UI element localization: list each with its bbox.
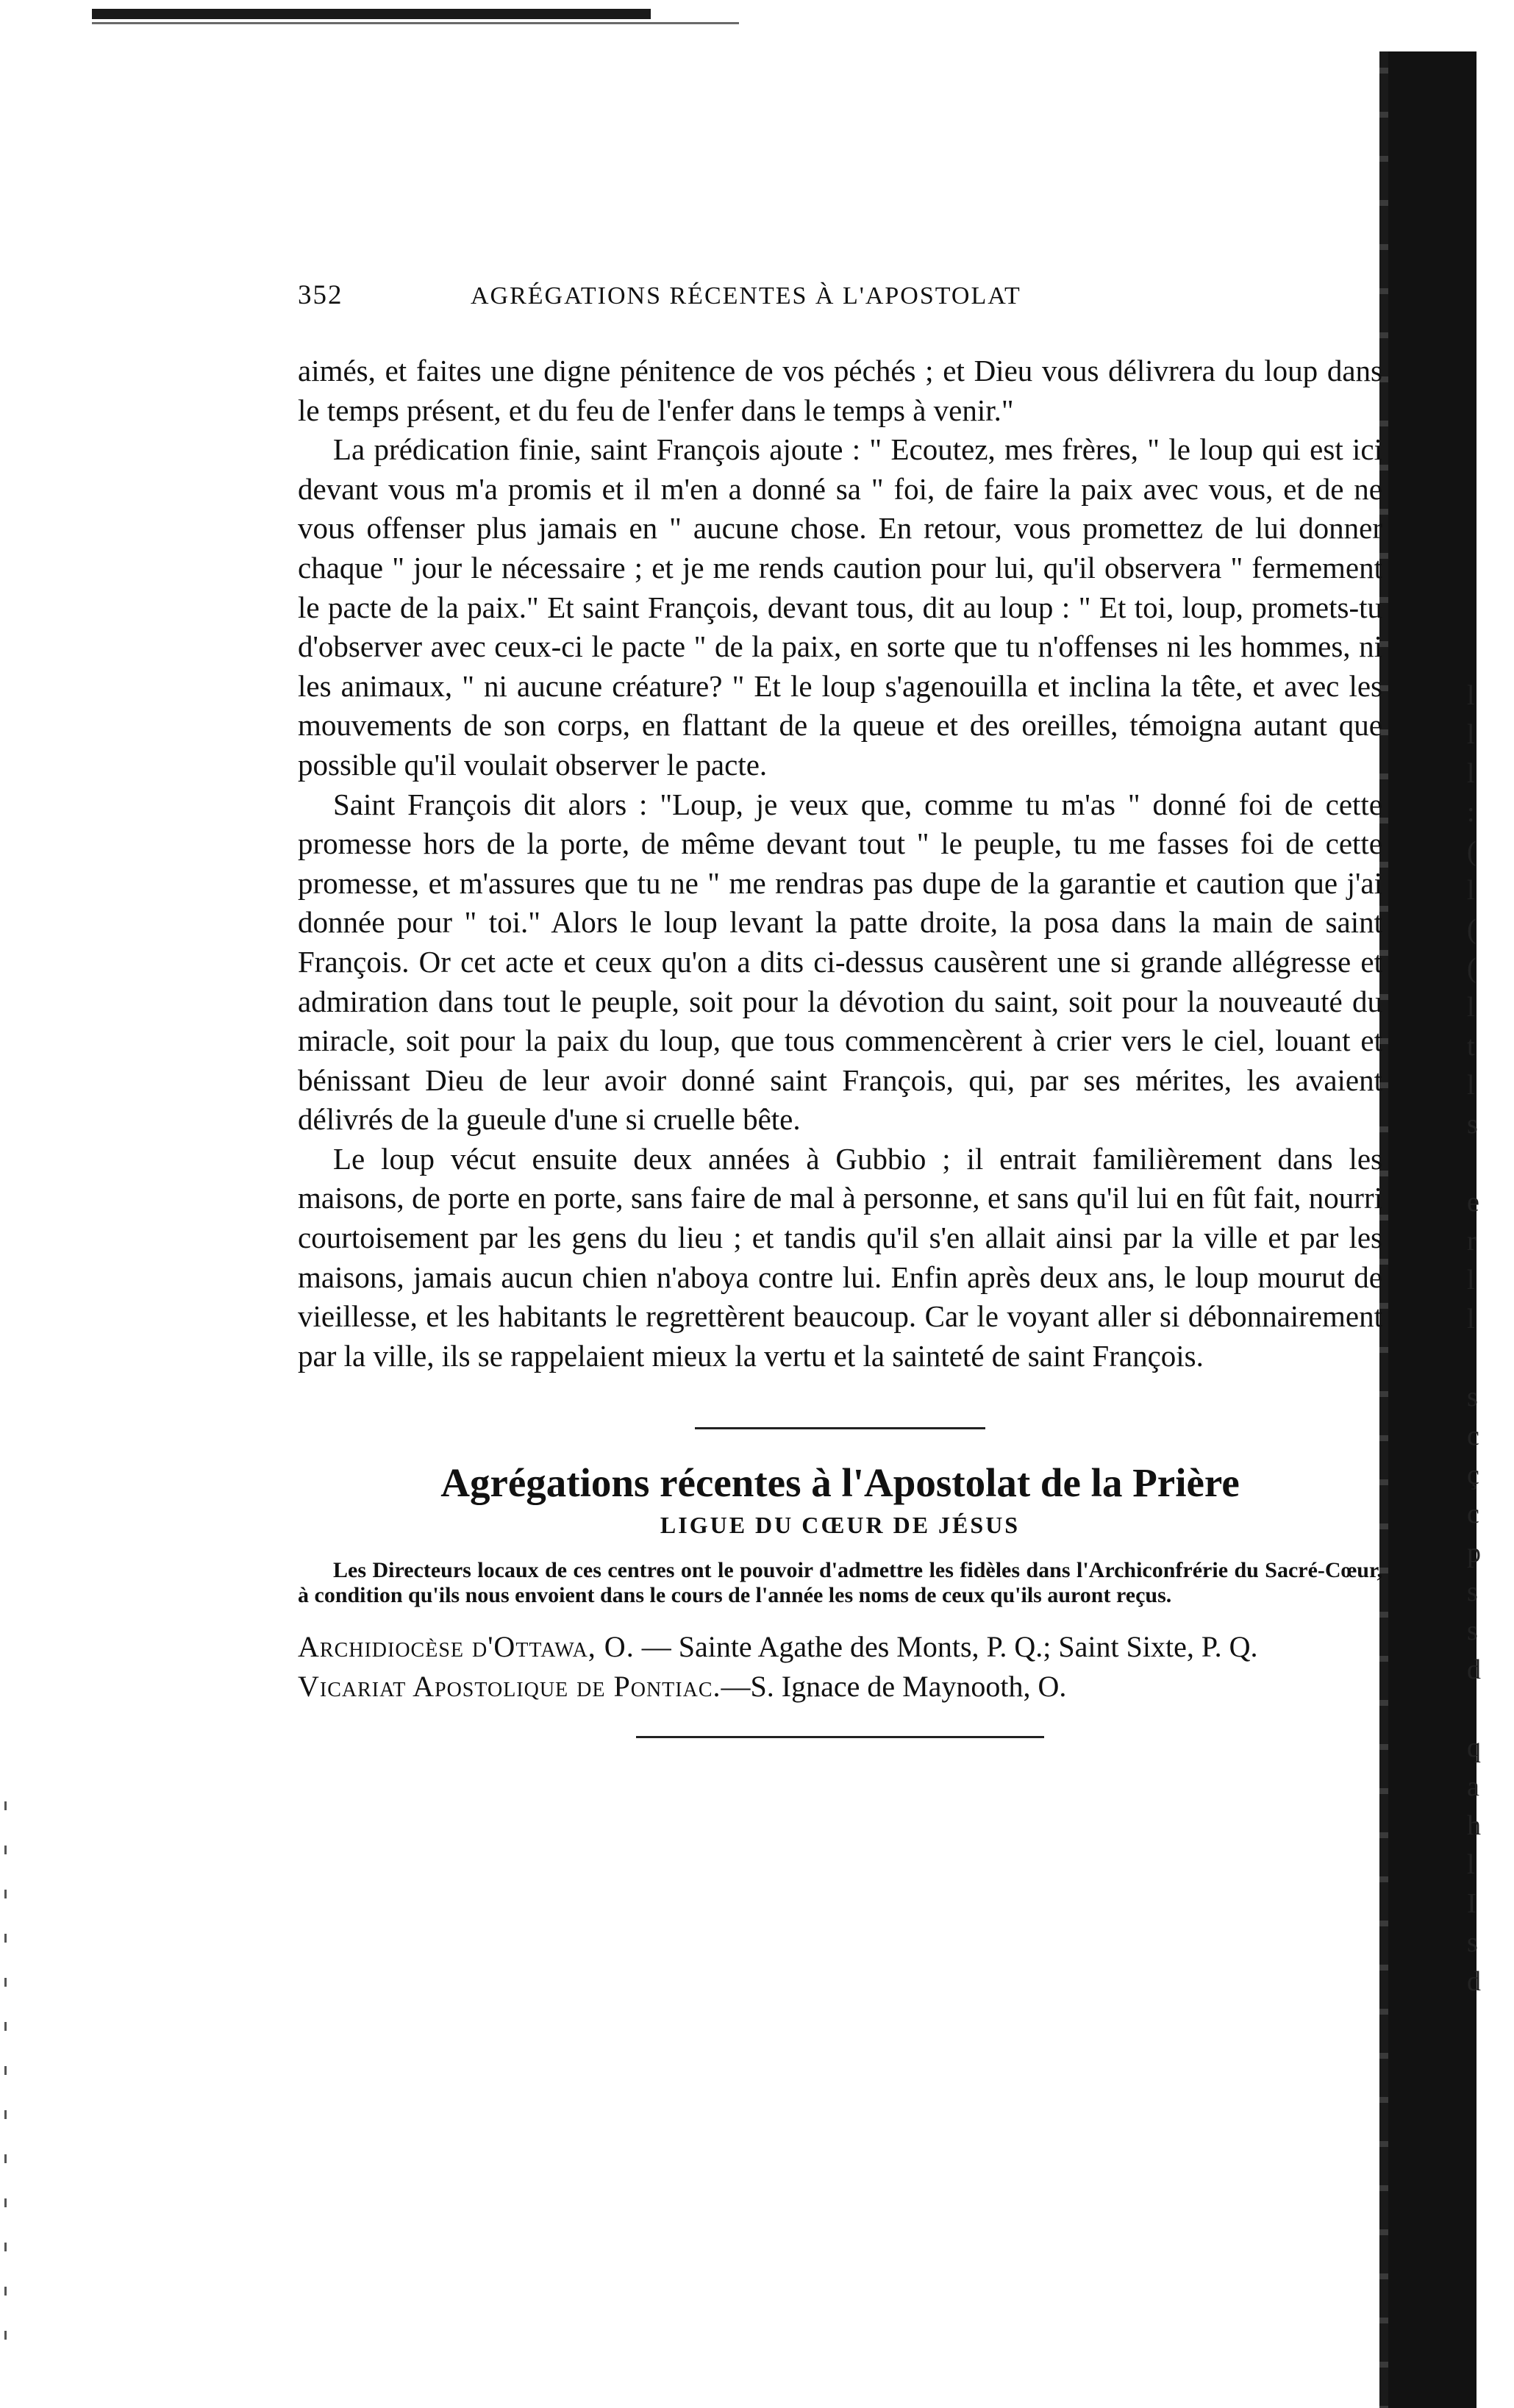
margin-letter: e: [1467, 1187, 1479, 1218]
margin-letter: :: [1467, 797, 1475, 828]
margin-letter: [1467, 1144, 1511, 1183]
margin-letter: l: [1467, 680, 1475, 711]
margin-letter: (: [1467, 914, 1476, 945]
paragraph: aimés, et faites une digne pénitence de vos péchés ; et Dieu vous délivrera du loup dans le temps présent, et du feu de l'enfer dans le temps à venir.": [298, 354, 1382, 427]
margin-letter: d: [1467, 1966, 1481, 1997]
margin-letter: ç: [1467, 1460, 1479, 1490]
page-header: [298, 279, 1382, 324]
directors-notice: Les Directeurs locaux de ces centres ont le pouvoir d'admettre les fidèles dans l'Archiconfrérie du Sacré-Cœur, à condition qu'ils nous envoient dans le cours de l'année les noms de ceux qu'ils auront reçus.: [298, 1558, 1382, 1608]
margin-letter: (: [1467, 836, 1476, 867]
margin-letter: a: [1467, 1771, 1479, 1802]
margin-letter: p: [1467, 1537, 1481, 1568]
margin-letter: [1467, 1339, 1511, 1378]
body-text: [298, 351, 1382, 1376]
margin-letter: l: [1467, 875, 1475, 906]
entry-text: —S. Ignace de Maynooth, O.: [721, 1670, 1067, 1704]
margin-letter: s: [1467, 1382, 1478, 1412]
margin-letter: q: [1467, 1732, 1481, 1763]
scan-top-bar: [92, 9, 651, 19]
book-page: [298, 279, 1382, 1738]
margin-letter: l: [1467, 992, 1475, 1023]
margin-letter: l: [1467, 758, 1475, 789]
scan-left-specks: [1, 1801, 16, 2390]
margin-letter: l: [1467, 719, 1475, 750]
margin-letter: s: [1467, 1615, 1478, 1646]
entry-text: — Sainte Agathe des Monts, P. Q.; Saint Sixte, P. Q.: [634, 1630, 1258, 1664]
margin-letter: l: [1467, 1265, 1475, 1296]
margin-letter: I: [1467, 1888, 1476, 1919]
margin-letter: s: [1467, 1927, 1478, 1958]
section-title: Agrégations récentes à l'Apostolat de la Prière: [440, 1460, 1240, 1506]
paragraph: Le loup vécut ensuite deux années à Gubbio ; il entrait familièrement dans les maisons, de porte en porte, sans faire de mal à personne, et sans qu'il lui en fût fait, nourri courtoisement par les gens du lieu ; et tandis qu'il s'en allait ainsi par la ville et par les maisons, jamais aucun chien n'aboya contre lui. Enfin après deux ans, le loup mourut de vieillesse, et les habitants le regrettèrent beaucoup. Car le voyant aller si débonnairement par la ville, ils se rappelaient mieux la vertu et la sainteté de saint François.: [298, 1141, 1382, 1373]
margin-letter: c: [1467, 1498, 1479, 1529]
margin-letter: l: [1467, 1849, 1475, 1880]
margin-letter: c: [1467, 1421, 1479, 1451]
margin-letter: l: [1467, 1070, 1475, 1101]
page-number: 352: [298, 280, 343, 310]
book-gutter-shadow: [1388, 51, 1476, 2408]
paragraph: Saint François dit alors : "Loup, je veux que, comme tu m'as " donné foi de cette promesse hors de la porte, de même devant tout " le peuple, tu me fasses foi de cette promesse, et m'assures que tu ne " me rendras pas dupe de la garantie et caution que j'ai donnée pour " toi." Alors le loup levant la patte droite, la posa dans la main de saint François. Or cet acte et ceux qu'on a dits ci-dessus causèrent une si grande allégresse et admiration dans tout le peuple, soit pour la dévotion du saint, soit pour la nouveauté du miracle, soit pour la paix du loup, que tous commencèrent à crier vers le ciel, louant et bénissant Dieu de leur avoir donné saint François, qui, par ses mérites, les avaient délivrés de la gueule d'une si cruelle bête.: [298, 787, 1382, 1137]
agregation-entry: [298, 1667, 1382, 1707]
margin-letter: h: [1467, 1810, 1481, 1841]
paragraph: La prédication finie, saint François ajoute : " Ecoutez, mes frères, " le loup qui est ici devant vous m'a promis et il m'en a donné sa " foi, de faire la paix avec vous, et de ne vous offenser plus jamais en " aucune chose. En retour, vous promettez de lui donner chaque " jour le nécessaire ; et je me rends caution pour lui, qu'il observera " fermement le pacte de la paix." Et saint François, devant tous, dit au loup : " Et toi, loup, promets-tu d'observer avec ceux-ci le pacte " de la paix, en sorte que tu n'offenses ni les hommes, ni les animaux, " ni aucune créature? " Et le loup s'agenouilla et inclina la tête, et avec les mouvements de son corps, en flattant de la queue et des oreilles, témoigna autant que possible qu'il voulait observer le pacte.: [298, 432, 1382, 782]
agregation-entry: [298, 1627, 1382, 1667]
running-head: AGRÉGATIONS RÉCENTES À L'APOSTOLAT: [471, 282, 1021, 310]
facing-page-margin: [1467, 676, 1511, 2001]
section-divider: [695, 1427, 985, 1429]
scan-top-line: [92, 22, 739, 24]
margin-letter: (: [1467, 953, 1476, 984]
margin-letter: r: [1467, 1226, 1476, 1257]
entry-place: Vicariat Apostolique de Pontiac.: [298, 1670, 721, 1704]
section-subtitle: LIGUE DU CŒUR DE JÉSUS: [660, 1512, 1021, 1539]
margin-letter: d: [1467, 1654, 1481, 1685]
entry-place: Archidiocèse d'Ottawa, O.: [298, 1630, 635, 1664]
margin-letter: l: [1467, 1304, 1475, 1335]
margin-letter: s: [1467, 1109, 1478, 1140]
closing-divider: [636, 1736, 1044, 1738]
margin-letter: t: [1467, 1031, 1475, 1062]
margin-letter: [1467, 1690, 1511, 1729]
margin-letter: s: [1467, 1576, 1478, 1607]
